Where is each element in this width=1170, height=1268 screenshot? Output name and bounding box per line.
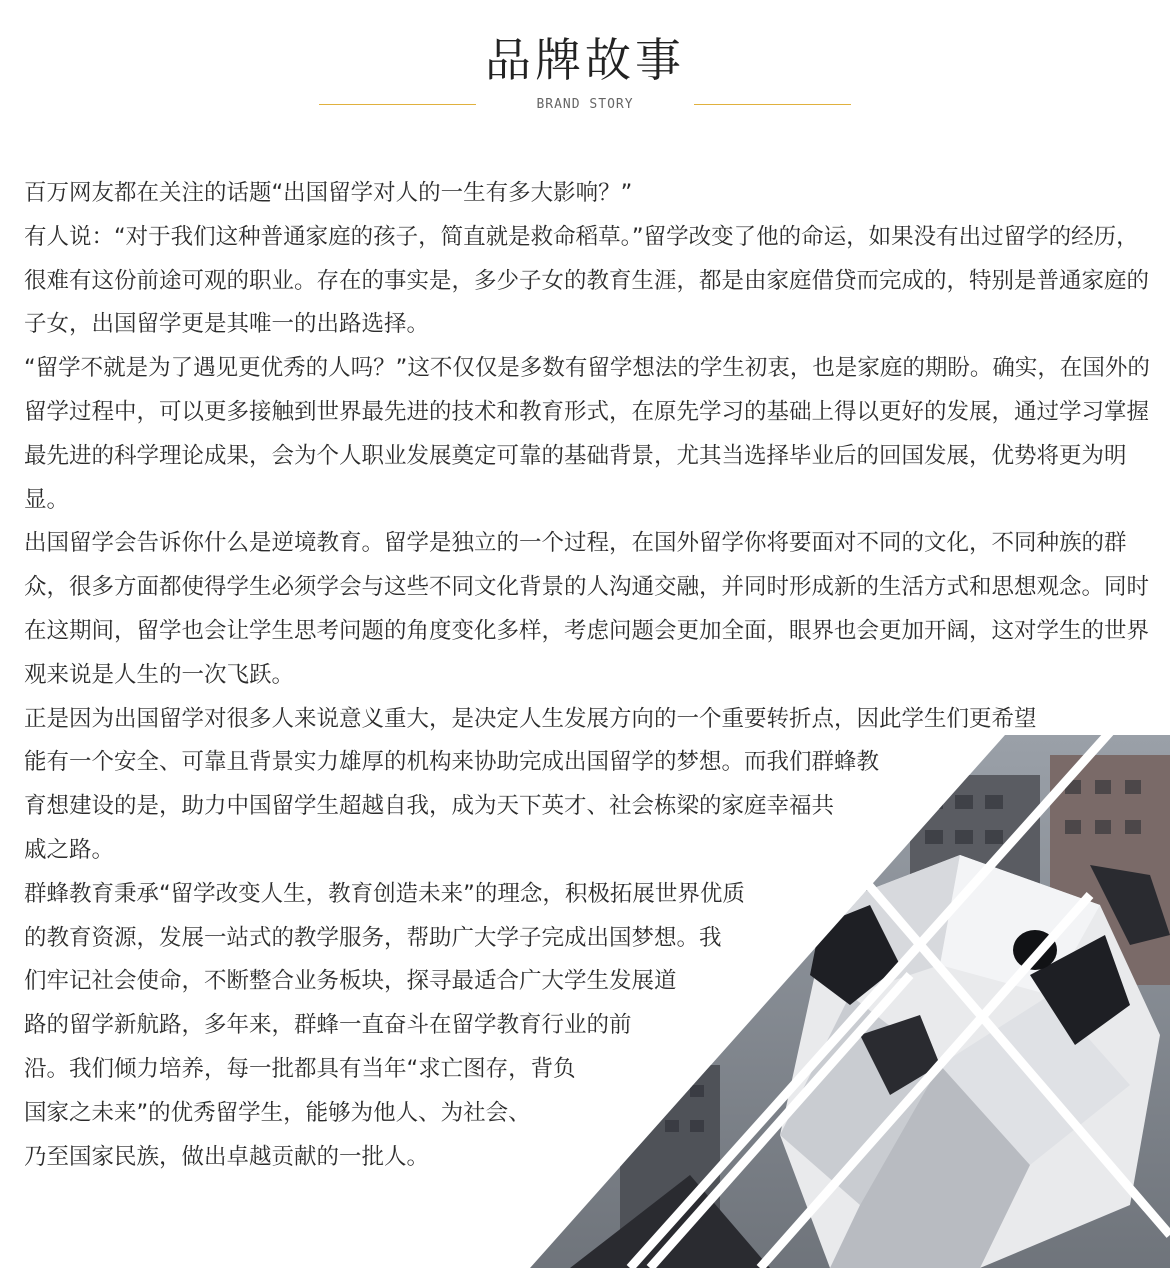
story-line: 正是因为出国留学对很多人来说意义重大，是决定人生发展方向的一个重要转折点，因此学生们更希望 — [24, 705, 1037, 732]
title-divider-right — [694, 104, 851, 105]
story-line: 的教育资源，发展一站式的教学服务，帮助广大学子完成出国梦想。我 — [24, 924, 722, 951]
brand-story-text — [24, 172, 1152, 1179]
page-subtitle: BRAND STORY — [536, 97, 634, 112]
story-paragraph: 有人说：“对于我们这种普通家庭的孩子，简直就是救命稻草。”留学改变了他的命运，如果没有出过留学的经历，很难有这份前途可观的职业。存在的事实是，多少子女的教育生涯，都是由家庭借贷而完成的，特别是普通家庭的子女，出国留学更是其唯一的出路选择。 — [24, 223, 1150, 338]
story-line: 戚之路。 — [24, 836, 115, 863]
page-title: 品牌故事 — [485, 33, 685, 87]
story-paragraph: “留学不就是为了遇见更优秀的人吗？”这不仅仅是多数有留学想法的学生初衷，也是家庭的期盼。确实，在国外的留学过程中，可以更多接触到世界最先进的技术和教育形式，在原先学习的基础上得以更好的发展，通过学习掌握最先进的科学理论成果，会为个人职业发展奠定可靠的基础背景，尤其当选择毕业后的回国发展，优势将更为明显。 — [24, 355, 1150, 513]
story-line: 群蜂教育秉承“留学改变人生，教育创造未来”的理念，积极拓展世界优质 — [24, 880, 745, 907]
story-line: 国家之未来”的优秀留学生，能够为他人、为社会、 — [24, 1099, 531, 1126]
story-line: 能有一个安全、可靠且背景实力雄厚的机构来协助完成出国留学的梦想。而我们群蜂教 — [24, 749, 880, 776]
story-line: 乃至国家民族，做出卓越贡献的一批人。 — [24, 1143, 430, 1170]
story-line: 们牢记社会使命，不断整合业务板块，探寻最适合广大学生发展道 — [24, 968, 677, 995]
story-line: 育想建设的是，助力中国留学生超越自我，成为天下英才、社会栋梁的家庭幸福共 — [24, 793, 835, 820]
story-line: 沿。我们倾力培养，每一批都具有当年“求亡图存，背负 — [24, 1055, 576, 1082]
story-paragraph: 出国留学会告诉你什么是逆境教育。留学是独立的一个过程，在国外留学你将要面对不同的文化，不同种族的群众，很多方面都使得学生必须学会与这些不同文化背景的人沟通交融，并同时形成新的生活方式和思想观念。同时在这期间，留学也会让学生思考问题的角度变化多样，考虑问题会更加全面，眼界也会更加开阔，这对学生的世界观来说是人生的一次飞跃。 — [24, 530, 1150, 688]
story-line: 路的留学新航路，多年来，群蜂一直奋斗在留学教育行业的前 — [24, 1012, 632, 1039]
story-paragraph: 百万网友都在关注的话题“出国留学对人的一生有多大影响？” — [24, 180, 633, 206]
